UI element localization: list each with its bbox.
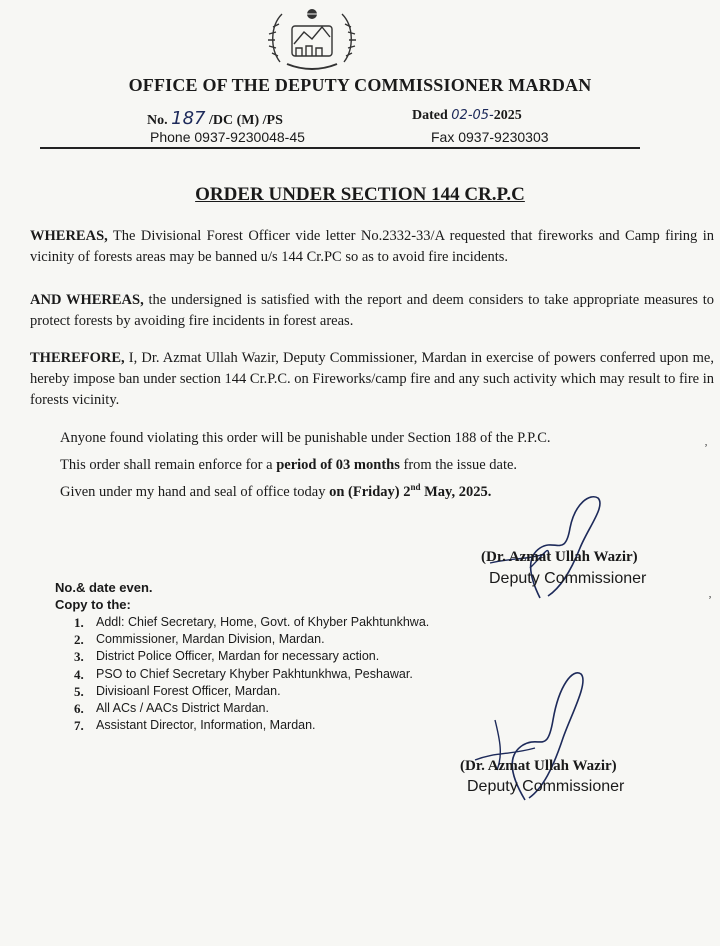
ref-no-suffix: /DC (M) /PS [205, 113, 283, 128]
government-seal-logo [262, 4, 362, 74]
office-title: OFFICE OF THE DEPUTY COMMISSIONER MARDAN [128, 75, 592, 95]
phone-number: Phone 0937-9230048-45 [150, 129, 305, 145]
ref-no-handwritten: 187 [171, 108, 206, 129]
copy-reference: No.& date even. [55, 580, 153, 595]
paragraph-lead: THEREFORE, [30, 350, 125, 366]
paragraph-text: the undersigned is satisfied with the report and deem considers to take appropriate measures to protect forests by avoiding fire incidents in forest areas. [30, 292, 714, 329]
given-line-bold-end: May, 2025. [420, 483, 492, 500]
header-divider [40, 147, 640, 149]
period-line-post: from the issue date. [399, 457, 518, 473]
list-item: 2. Commissioner, Mardan Division, Mardan. [74, 632, 325, 648]
list-item: 7. Assistant Director, Information, Mardan. [74, 718, 316, 734]
list-item: 6. All ACs / AACs District Mardan. [74, 701, 269, 717]
given-line-pre: Given under my hand and seal of office today [60, 483, 330, 500]
signatory-name-bottom: (Dr. Azmat Ullah Wazir) [460, 758, 617, 774]
reference-number [147, 108, 283, 129]
given-line-sup: nd [410, 482, 421, 492]
issue-date [412, 108, 522, 124]
signatory-title-bottom: Deputy Commissioner [467, 778, 625, 795]
paragraph-therefore [30, 348, 714, 411]
copy-to-heading: Copy to the: [55, 597, 131, 612]
paragraph-whereas [30, 226, 714, 268]
list-item: 3. District Police Officer, Mardan for necessary action. [74, 649, 380, 665]
paragraph-text: The Divisional Forest Officer vide letter No.2332-33/A requested that fireworks and Camp firing in vicinity of forests areas may be banned u/s 144 Cr.PC so as to avoid fire incidents. [30, 228, 714, 265]
handwritten-signature-top [470, 488, 640, 608]
violation-line: Anyone found violating this order will be punishable under Section 188 of the P.P.C. [60, 430, 551, 446]
list-item: 1. Addl: Chief Secretary, Home, Govt. of Khyber Pakhtunkhwa. [74, 615, 430, 630]
period-line [60, 457, 517, 474]
paragraph-and-whereas [30, 290, 714, 332]
list-item: 4. PSO to Chief Secretary Khyber Pakhtunkhwa, Peshawar. [74, 666, 413, 682]
signatory-name-top: (Dr. Azmat Ullah Wazir) [481, 549, 638, 565]
copy-distribution-list [74, 614, 429, 734]
paragraph-text: I, Dr. Azmat Ullah Wazir, Deputy Commissioner, Mardan in exercise of powers conferred upon me, hereby impose ban under section 144 Cr.P.C. on Fireworks/camp fire and any such activity which may result to fire in forests vicinity. [30, 350, 714, 408]
signatory-title-top: Deputy Commissioner [489, 570, 647, 587]
list-item: 5. Divisioanl Forest Officer, Mardan. [74, 683, 281, 699]
margin-mark: ʼ [704, 441, 708, 455]
margin-mark: ʼ [708, 593, 712, 607]
order-title: ORDER UNDER SECTION 144 CR.P.C [195, 184, 525, 205]
dated-handwritten: 02-05- [451, 108, 494, 123]
paragraph-lead: AND WHEREAS, [30, 292, 144, 308]
given-line [60, 482, 491, 501]
fax-number: Fax 0937-9230303 [431, 129, 549, 145]
dated-prefix: Dated [412, 108, 452, 123]
dated-year: 2025 [493, 108, 522, 123]
ref-no-prefix: No. [147, 113, 172, 128]
paragraph-lead: WHEREAS, [30, 228, 108, 244]
period-line-bold: period of 03 months [276, 457, 400, 473]
given-line-bold: on (Friday) 2 [329, 483, 411, 500]
period-line-pre: This order shall remain enforce for a [60, 457, 277, 473]
